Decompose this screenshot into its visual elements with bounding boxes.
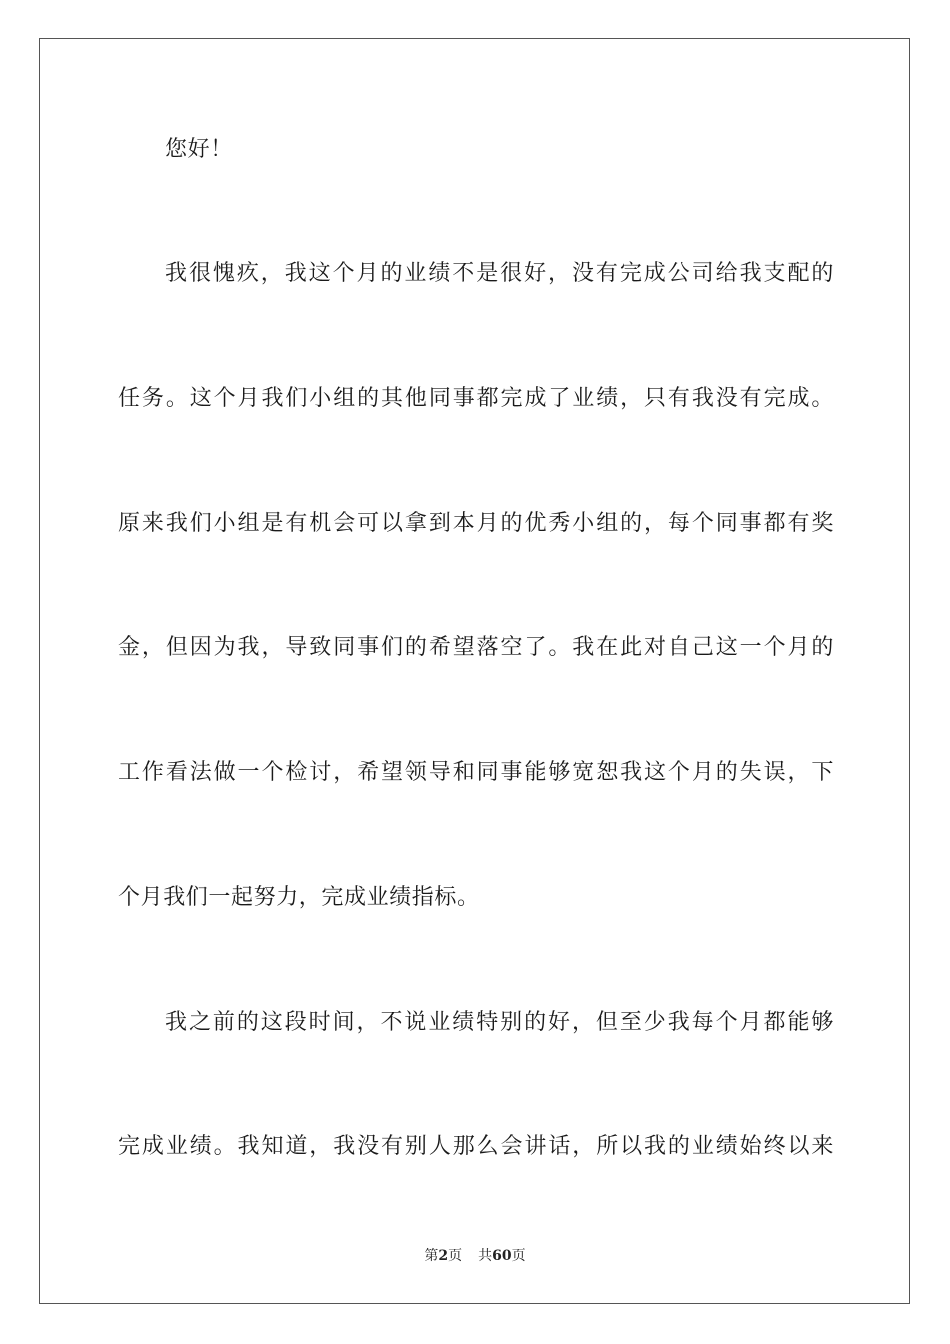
page-suffix: 页 xyxy=(448,1248,463,1264)
total-suffix: 页 xyxy=(511,1248,526,1264)
page-prefix: 第 xyxy=(424,1248,439,1264)
page-border xyxy=(39,38,910,1304)
paragraph-line: 工作看法做一个检讨，希望领导和同事能够宽恕我这个月的失误，下 xyxy=(118,760,834,785)
paragraph-line: 我之前的这段时间，不说业绩特别的好，但至少我每个月都能够 xyxy=(165,1010,834,1035)
paragraph-line: 原来我们小组是有机会可以拿到本月的优秀小组的，每个同事都有奖 xyxy=(118,511,834,536)
paragraph-line: 金，但因为我，导致同事们的希望落空了。我在此对自己这一个月的 xyxy=(118,635,834,660)
total-prefix: 共 xyxy=(478,1248,493,1264)
total-pages-number: 60 xyxy=(492,1248,512,1264)
paragraph-line: 任务。这个月我们小组的其他同事都完成了业绩，只有我没有完成。 xyxy=(118,386,834,411)
page-footer xyxy=(0,1246,950,1266)
greeting-line: 您好！ xyxy=(165,137,233,162)
paragraph-line: 完成业绩。我知道，我没有别人那么会讲话，所以我的业绩始终以来 xyxy=(118,1134,834,1159)
current-page-number: 2 xyxy=(438,1248,449,1264)
paragraph-line: 个月我们一起努力，完成业绩指标。 xyxy=(118,885,480,910)
paragraph-line: 我很愧疚，我这个月的业绩不是很好，没有完成公司给我支配的 xyxy=(165,261,834,286)
